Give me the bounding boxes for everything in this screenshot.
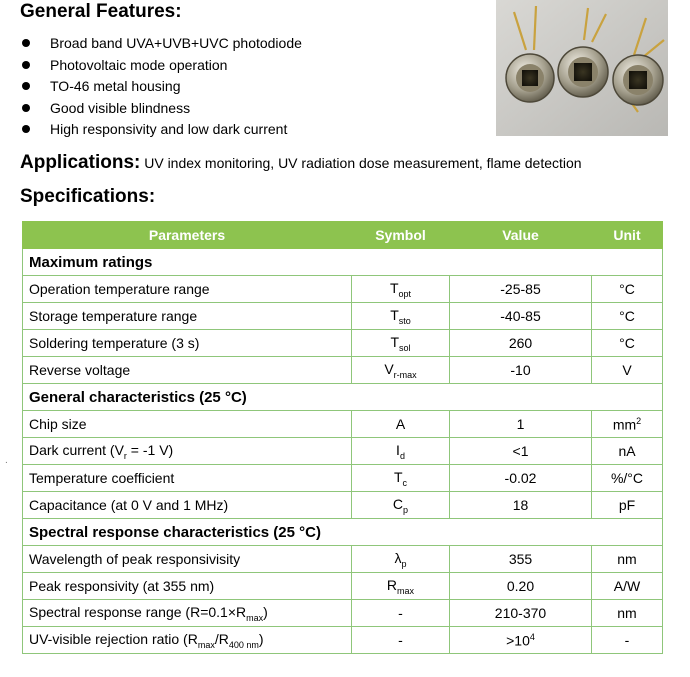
symbol-cell: $T_{sol}$ — [352, 330, 450, 357]
unit-cell: $mm^2$ — [592, 411, 663, 438]
list-item: Good visible blindness — [22, 98, 302, 120]
bullet-icon — [22, 104, 30, 112]
features-heading: General Features: — [20, 1, 182, 22]
param-cell: UV-visible rejection ratio $(R_{max}/R_{400 nm})$ — [23, 627, 352, 654]
column-header: Symbol — [352, 222, 450, 249]
unit-cell: %/°C — [592, 465, 663, 492]
unit-cell: nm — [592, 546, 663, 573]
column-header: Value — [450, 222, 592, 249]
value-cell: <1 — [450, 438, 592, 465]
applications-line — [20, 151, 582, 175]
bullet-icon — [22, 82, 30, 90]
param-cell: Peak responsivity (at 355 nm) — [23, 573, 352, 600]
value-cell: 355 — [450, 546, 592, 573]
param-cell: Soldering temperature (3 s) — [23, 330, 352, 357]
table-row — [23, 600, 663, 627]
param-cell: Wavelength of peak responsivisity — [23, 546, 352, 573]
product-photo — [496, 0, 668, 136]
table-row — [23, 465, 663, 492]
value-cell: 1 — [450, 411, 592, 438]
section-title: Maximum ratings — [23, 249, 663, 276]
specifications-heading: Specifications: — [20, 186, 156, 207]
value-cell: 210-370 — [450, 600, 592, 627]
symbol-cell: - — [352, 600, 450, 627]
value-cell: 0.20 — [450, 573, 592, 600]
value-cell: 18 — [450, 492, 592, 519]
table-row — [23, 438, 663, 465]
section-title: Spectral response characteristics (25 °C) — [23, 519, 663, 546]
symbol-cell: $\lambda_p$ — [352, 546, 450, 573]
unit-cell: °C — [592, 303, 663, 330]
bullet-icon — [22, 39, 30, 47]
symbol-cell: $T_{sto}$ — [352, 303, 450, 330]
symbol-cell: $I_d$ — [352, 438, 450, 465]
unit-cell: A/W — [592, 573, 663, 600]
symbol-cell: - — [352, 627, 450, 654]
features-list — [22, 33, 302, 141]
specifications-table — [22, 221, 663, 654]
unit-cell: - — [592, 627, 663, 654]
param-cell: Spectral response range $(R=0.1\times R_{max})$ — [23, 600, 352, 627]
unit-cell: nA — [592, 438, 663, 465]
param-cell: Temperature coefficient — [23, 465, 352, 492]
section-row — [23, 519, 663, 546]
table-row — [23, 276, 663, 303]
table-row — [23, 330, 663, 357]
param-cell: Operation temperature range — [23, 276, 352, 303]
unit-cell: nm — [592, 600, 663, 627]
bullet-icon — [22, 125, 30, 133]
value-cell: $>10^4$ — [450, 627, 592, 654]
unit-cell: V — [592, 357, 663, 384]
section-title: General characteristics (25 °C) — [23, 384, 663, 411]
value-cell: -0.02 — [450, 465, 592, 492]
stray-mark: . — [5, 455, 8, 466]
bullet-icon — [22, 61, 30, 69]
table-row — [23, 303, 663, 330]
param-cell: Capacitance (at 0 V and 1 MHz) — [23, 492, 352, 519]
table-row — [23, 627, 663, 654]
symbol-cell: A — [352, 411, 450, 438]
list-item: Photovoltaic mode operation — [22, 55, 302, 77]
column-header: Parameters — [23, 222, 352, 249]
list-item: High responsivity and low dark current — [22, 119, 302, 141]
unit-cell: pF — [592, 492, 663, 519]
section-row — [23, 249, 663, 276]
list-item: TO-46 metal housing — [22, 76, 302, 98]
value-cell: -40-85 — [450, 303, 592, 330]
table-row — [23, 411, 663, 438]
table-row — [23, 573, 663, 600]
value-cell: 260 — [450, 330, 592, 357]
symbol-cell: $R_{max}$ — [352, 573, 450, 600]
applications-text: UV index monitoring, UV radiation dose measurement, flame detection — [140, 155, 582, 171]
section-row — [23, 384, 663, 411]
param-cell: Dark current ($V_r = -1$ V) — [23, 438, 352, 465]
unit-cell: °C — [592, 276, 663, 303]
table-row — [23, 492, 663, 519]
list-item: Broad band UVA+UVB+UVC photodiode — [22, 33, 302, 55]
value-cell: -25-85 — [450, 276, 592, 303]
symbol-cell: $V_{r-max}$ — [352, 357, 450, 384]
table-row — [23, 546, 663, 573]
symbol-cell: $T_{opt}$ — [352, 276, 450, 303]
table-header — [23, 222, 663, 249]
param-cell: Chip size — [23, 411, 352, 438]
symbol-cell: $C_p$ — [352, 492, 450, 519]
param-cell: Storage temperature range — [23, 303, 352, 330]
param-cell: Reverse voltage — [23, 357, 352, 384]
applications-label: Applications: — [20, 152, 141, 173]
column-header: Unit — [592, 222, 663, 249]
table-row — [23, 357, 663, 384]
unit-cell: °C — [592, 330, 663, 357]
value-cell: -10 — [450, 357, 592, 384]
symbol-cell: $T_c$ — [352, 465, 450, 492]
